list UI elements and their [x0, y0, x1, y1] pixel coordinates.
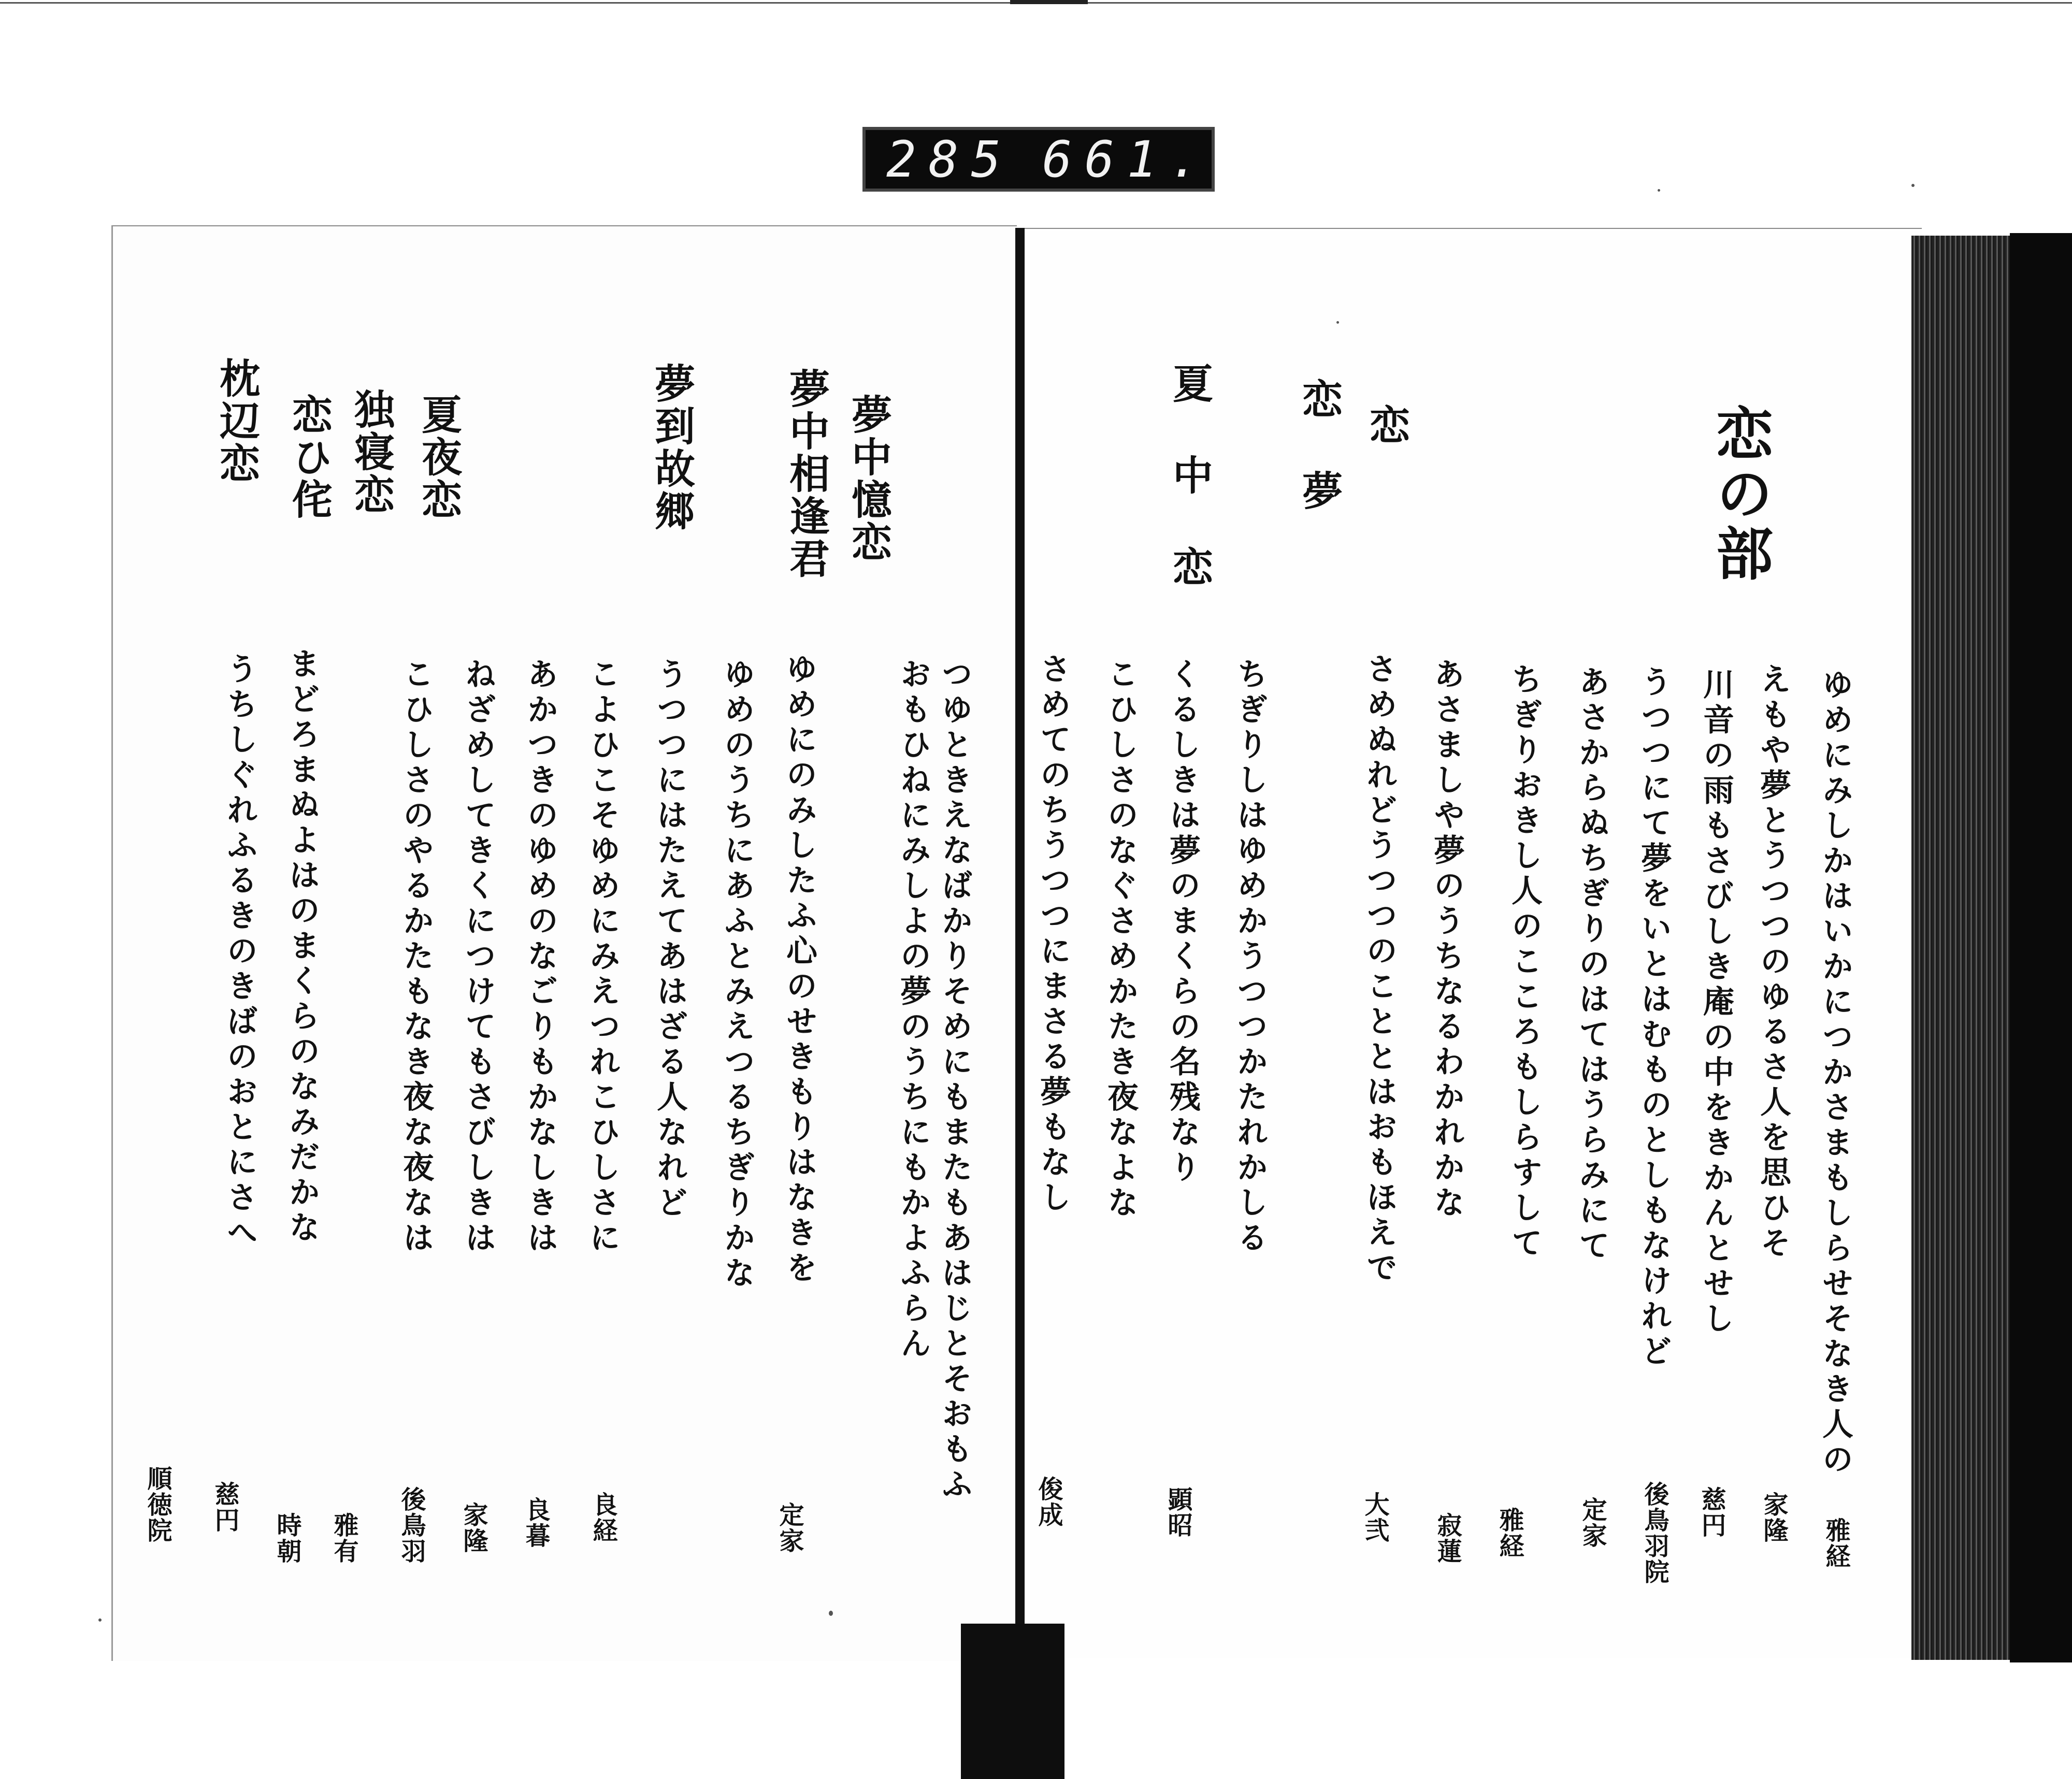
author-name: 定家: [775, 1502, 804, 1554]
author-name: 時朝: [272, 1512, 301, 1564]
text-line: ゆめにのみしたふ心のせきもりはなきを: [781, 653, 817, 1286]
poem-title: 恋: [1363, 404, 1410, 446]
text-line: ちぎりしはゆめかうつつかたれかしる: [1232, 658, 1268, 1256]
poem-title: 夢中憶恋: [845, 394, 892, 563]
microfilm-frame-label: [862, 127, 1215, 192]
text-line: 川音の雨もさびしき庵の中をきかんとせし: [1698, 668, 1734, 1337]
author-name: 寂蓮: [1433, 1512, 1462, 1564]
poem-title: 夢中相逢君: [783, 368, 830, 580]
text-line: ねざめしてきくにつけてもさびしきは: [460, 658, 496, 1256]
text-line: えもや夢とうつつのゆるさ人を思ひそ: [1755, 663, 1791, 1262]
text-line: こひしさのやるかたもなき夜な夜なは: [398, 658, 434, 1256]
poem-title: 恋ひ侘: [285, 394, 333, 521]
author-name: 家隆: [1759, 1492, 1788, 1543]
book-edge-shadow: [2010, 233, 2072, 1662]
author-name: 定家: [1578, 1497, 1607, 1549]
text-line: おもひねにみしよの夢のうちにもかよふらん: [895, 658, 931, 1362]
author-name: 顕昭: [1163, 1486, 1192, 1538]
poem-title: 夏夜恋: [415, 394, 462, 521]
text-line: うつつにはたえてあはざる人なれど: [652, 658, 688, 1221]
text-line: つゆときえなばかりそめにもまたもあはじとそおもふ: [937, 658, 973, 1503]
author-name: 慈円: [210, 1481, 239, 1533]
author-name: 後鳥羽: [397, 1486, 426, 1564]
text-line: さめてのちうつつにまさる夢もなし: [1035, 653, 1071, 1216]
text-line: ゆめにみしかはいかにつかさまもしらせそなき人の: [1817, 668, 1853, 1478]
text-line: さめぬれどうつつのこととはおもほえで: [1361, 653, 1398, 1286]
author-name: 雅経: [1821, 1517, 1850, 1569]
poem-title: 枕辺恋: [213, 357, 260, 485]
text-line: くるしきは夢のまくらの名残なり: [1164, 658, 1201, 1186]
poem-title: 夏 中 恋: [1166, 363, 1213, 588]
scan-speck: [1911, 184, 1915, 187]
author-name: 大弐: [1360, 1492, 1389, 1543]
text-line: ちぎりおきし人のこころもしらすして: [1506, 663, 1543, 1262]
author-name: 良暮: [521, 1497, 550, 1549]
scan-speck: [1658, 189, 1660, 192]
film-top-marker: [1010, 0, 1088, 4]
poem-title: 夢到故郷: [648, 363, 695, 532]
book-gutter: [1015, 228, 1025, 1657]
scan-speck: [1336, 321, 1339, 324]
scan-speck: [98, 1618, 102, 1622]
scan-speck: [829, 1611, 833, 1616]
author-name: 俊成: [1034, 1476, 1063, 1528]
text-line: こよひこそゆめにみえつれこひしさに: [584, 658, 621, 1256]
text-line: まどろまぬよはのまくらのなみだかな: [284, 647, 320, 1246]
text-line: あかつきのゆめのなごりもかなしきは: [522, 658, 558, 1256]
text-line: あさからぬちぎりのはてはうらみにて: [1574, 666, 1610, 1264]
author-name: 慈円: [1697, 1486, 1726, 1538]
text-line: こひしさのなぐさめかたき夜なよな: [1102, 658, 1139, 1221]
author-name: 家隆: [459, 1502, 488, 1554]
author-name: 順徳院: [143, 1466, 172, 1543]
author-name: 雅有: [329, 1512, 358, 1564]
text-line: うちしぐれふるきのきばのおとにさへ: [222, 653, 258, 1251]
section-title: 恋の部: [1707, 404, 1774, 584]
gutter-clip: [961, 1624, 1064, 1779]
author-name: 良経: [588, 1492, 617, 1543]
poem-title: 恋 夢: [1296, 378, 1343, 512]
frame-number-right: 661.: [1042, 130, 1212, 189]
author-name: 後鳥羽院: [1640, 1481, 1669, 1585]
poem-title: 独寝恋: [348, 388, 395, 516]
text-line: うつつにて夢をいとはむものとしもなけれど: [1636, 666, 1672, 1370]
text-line: あさましや夢のうちなるわかれかな: [1429, 658, 1465, 1221]
frame-number-left: 285: [886, 130, 1014, 189]
text-line: ゆめのうちにあふとみえつるちぎりかな: [719, 658, 755, 1292]
author-name: 雅経: [1495, 1507, 1524, 1559]
